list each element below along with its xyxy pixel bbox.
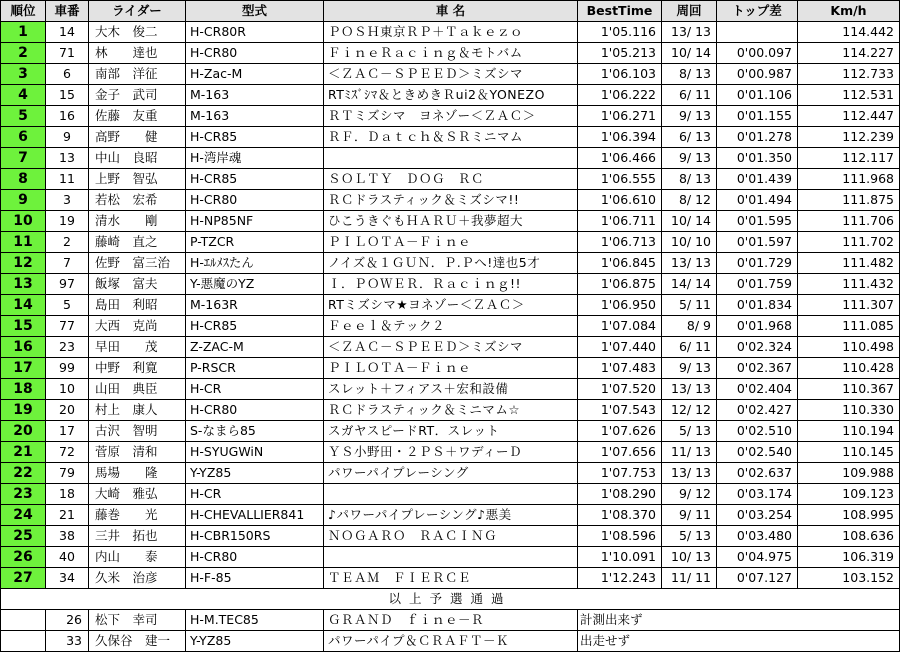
model-cell: H-M.TEC85 xyxy=(186,610,324,631)
best-time-cell: 1'12.243 xyxy=(578,568,662,589)
column-header: 車番 xyxy=(46,1,89,22)
position-cell: 27 xyxy=(1,568,46,589)
best-time-cell: 1'05.213 xyxy=(578,43,662,64)
best-time-cell: 1'08.370 xyxy=(578,505,662,526)
model-cell: H-SYUGWiN xyxy=(186,442,324,463)
qualification-separator: 以上予選通過 xyxy=(1,589,900,610)
number-cell: 97 xyxy=(46,274,89,295)
gap-cell: 0'03.254 xyxy=(717,505,798,526)
table-row xyxy=(1,295,900,316)
table-row xyxy=(1,232,900,253)
table-row xyxy=(1,547,900,568)
number-cell: 6 xyxy=(46,64,89,85)
table-row xyxy=(1,484,900,505)
laps-cell: 10/ 13 xyxy=(662,547,717,568)
laps-cell: 10/ 10 xyxy=(662,232,717,253)
table-row xyxy=(1,442,900,463)
best-time-cell: 1'07.483 xyxy=(578,358,662,379)
model-cell: H-Zac-M xyxy=(186,64,324,85)
speed-cell: 114.442 xyxy=(798,22,900,43)
speed-cell: 110.367 xyxy=(798,379,900,400)
position-cell: 18 xyxy=(1,379,46,400)
position-cell: 14 xyxy=(1,295,46,316)
number-cell: 16 xyxy=(46,106,89,127)
table-row xyxy=(1,127,900,148)
table-row xyxy=(1,22,900,43)
position-cell: 6 xyxy=(1,127,46,148)
best-time-cell: 1'06.271 xyxy=(578,106,662,127)
model-cell: H-CR80 xyxy=(186,190,324,211)
model-cell: H-F-85 xyxy=(186,568,324,589)
number-cell: 18 xyxy=(46,484,89,505)
gap-cell: 0'02.427 xyxy=(717,400,798,421)
position-cell: 7 xyxy=(1,148,46,169)
model-cell: S-なまら85 xyxy=(186,421,324,442)
rider-cell: 三井 拓也 xyxy=(89,526,186,547)
best-time-cell: 1'07.543 xyxy=(578,400,662,421)
gap-cell: 0'02.404 xyxy=(717,379,798,400)
speed-cell: 110.145 xyxy=(798,442,900,463)
model-cell: M-163 xyxy=(186,85,324,106)
rider-cell: 佐藤 友重 xyxy=(89,106,186,127)
car-name-cell: ＳＯＬＴＹ ＤＯＧ ＲＣ xyxy=(324,169,578,190)
table-row xyxy=(1,169,900,190)
laps-cell: 10/ 14 xyxy=(662,211,717,232)
table-row xyxy=(1,379,900,400)
best-time-cell: 1'06.713 xyxy=(578,232,662,253)
gap-cell: 0'02.637 xyxy=(717,463,798,484)
best-time-cell: 1'07.440 xyxy=(578,337,662,358)
laps-cell: 5/ 13 xyxy=(662,526,717,547)
table-row xyxy=(1,85,900,106)
table-row xyxy=(1,337,900,358)
position-cell: 10 xyxy=(1,211,46,232)
number-cell: 15 xyxy=(46,85,89,106)
speed-cell: 110.194 xyxy=(798,421,900,442)
number-cell: 34 xyxy=(46,568,89,589)
laps-cell: 6/ 11 xyxy=(662,337,717,358)
laps-cell: 8/ 9 xyxy=(662,316,717,337)
gap-cell: 0'01.834 xyxy=(717,295,798,316)
number-cell: 38 xyxy=(46,526,89,547)
laps-cell: 8/ 13 xyxy=(662,169,717,190)
car-name-cell: ＧＲＡＮＤ ｆｉｎｅ－Ｒ xyxy=(324,610,578,631)
rider-cell: 古沢 智明 xyxy=(89,421,186,442)
number-cell: 2 xyxy=(46,232,89,253)
position-cell: 25 xyxy=(1,526,46,547)
speed-cell: 112.239 xyxy=(798,127,900,148)
rider-cell: 佐野 富三治 xyxy=(89,253,186,274)
rider-cell: 島田 利昭 xyxy=(89,295,186,316)
car-name-cell xyxy=(324,547,578,568)
number-cell: 20 xyxy=(46,400,89,421)
rider-cell: 山田 典臣 xyxy=(89,379,186,400)
laps-cell: 13/ 13 xyxy=(662,463,717,484)
rider-cell: 藤巻 光 xyxy=(89,505,186,526)
laps-cell: 11/ 13 xyxy=(662,442,717,463)
rider-cell: 大崎 雅弘 xyxy=(89,484,186,505)
number-cell: 11 xyxy=(46,169,89,190)
model-cell: H-ｴﾙﾒｽたん xyxy=(186,253,324,274)
model-cell: M-163R xyxy=(186,295,324,316)
number-cell: 14 xyxy=(46,22,89,43)
column-header: 車 名 xyxy=(324,1,578,22)
table-row xyxy=(1,253,900,274)
car-name-cell: ＰＩＬＯＴＡ－Ｆｉｎｅ xyxy=(324,232,578,253)
position-cell: 2 xyxy=(1,43,46,64)
gap-cell xyxy=(717,22,798,43)
gap-cell: 0'01.278 xyxy=(717,127,798,148)
rider-cell: 藤崎 直之 xyxy=(89,232,186,253)
results-body xyxy=(1,22,900,652)
number-cell: 33 xyxy=(46,631,89,652)
car-name-cell xyxy=(324,148,578,169)
gap-cell: 0'01.350 xyxy=(717,148,798,169)
laps-cell: 13/ 13 xyxy=(662,379,717,400)
car-name-cell: ＲＴミズシマ ヨネゾー＜ＺＡＣ＞ xyxy=(324,106,578,127)
best-time-cell: 1'06.711 xyxy=(578,211,662,232)
model-cell: H-CR xyxy=(186,484,324,505)
car-name-cell: RTミズシマ★ヨネゾー＜ＺＡＣ＞ xyxy=(324,295,578,316)
empty-position-cell xyxy=(1,631,46,652)
rider-cell: 南部 洋征 xyxy=(89,64,186,85)
position-cell: 12 xyxy=(1,253,46,274)
best-time-cell: 1'06.394 xyxy=(578,127,662,148)
number-cell: 26 xyxy=(46,610,89,631)
header-row xyxy=(1,1,900,22)
best-time-cell: 1'06.466 xyxy=(578,148,662,169)
number-cell: 72 xyxy=(46,442,89,463)
model-cell: Z-ZAC-M xyxy=(186,337,324,358)
laps-cell: 13/ 13 xyxy=(662,253,717,274)
table-row xyxy=(1,463,900,484)
position-cell: 26 xyxy=(1,547,46,568)
car-name-cell: パワーパイプレーシング xyxy=(324,463,578,484)
car-name-cell: ＜ＺＡＣ－ＳＰＥＥＤ＞ミズシマ xyxy=(324,64,578,85)
number-cell: 40 xyxy=(46,547,89,568)
gap-cell: 0'01.494 xyxy=(717,190,798,211)
laps-cell: 11/ 11 xyxy=(662,568,717,589)
car-name-cell: パワーパイプ＆ＣＲＡＦＴ－Ｋ xyxy=(324,631,578,652)
model-cell: H-CR85 xyxy=(186,169,324,190)
car-name-cell: Ｆｅｅｌ＆テック２ xyxy=(324,316,578,337)
qualification-separator-row xyxy=(1,589,900,610)
speed-cell: 111.968 xyxy=(798,169,900,190)
speed-cell: 112.733 xyxy=(798,64,900,85)
position-cell: 5 xyxy=(1,106,46,127)
gap-cell: 0'01.597 xyxy=(717,232,798,253)
model-cell: H-CBR150RS xyxy=(186,526,324,547)
laps-cell: 9/ 12 xyxy=(662,484,717,505)
model-cell: Y-悪魔のYZ xyxy=(186,274,324,295)
car-name-cell: RTﾐｽﾞｼﾏ＆ときめきＲui2＆YONEZO xyxy=(324,85,578,106)
model-cell: H-湾岸魂 xyxy=(186,148,324,169)
rider-cell: 久米 治彦 xyxy=(89,568,186,589)
car-name-cell: ＮＯＧＡＲＯ ＲＡＣＩＮＧ xyxy=(324,526,578,547)
table-row xyxy=(1,316,900,337)
speed-cell: 110.330 xyxy=(798,400,900,421)
gap-cell: 0'02.367 xyxy=(717,358,798,379)
number-cell: 77 xyxy=(46,316,89,337)
laps-cell: 8/ 12 xyxy=(662,190,717,211)
speed-cell: 108.995 xyxy=(798,505,900,526)
number-cell: 21 xyxy=(46,505,89,526)
car-name-cell: ＜ＺＡＣ－ＳＰＥＥＤ＞ミズシマ xyxy=(324,337,578,358)
column-header: ライダー xyxy=(89,1,186,22)
position-cell: 15 xyxy=(1,316,46,337)
gap-cell: 0'03.174 xyxy=(717,484,798,505)
table-row xyxy=(1,274,900,295)
position-cell: 19 xyxy=(1,400,46,421)
gap-cell: 0'00.097 xyxy=(717,43,798,64)
car-name-cell: スガヤスピードRT．スレット xyxy=(324,421,578,442)
number-cell: 19 xyxy=(46,211,89,232)
speed-cell: 114.227 xyxy=(798,43,900,64)
speed-cell: 109.123 xyxy=(798,484,900,505)
position-cell: 17 xyxy=(1,358,46,379)
table-row xyxy=(1,400,900,421)
car-name-cell: ひこうきぐもＨＡＲＵ＋我夢超大 xyxy=(324,211,578,232)
rider-cell: 村上 康人 xyxy=(89,400,186,421)
rider-cell: 飯塚 富夫 xyxy=(89,274,186,295)
gap-cell: 0'07.127 xyxy=(717,568,798,589)
position-cell: 22 xyxy=(1,463,46,484)
gap-cell: 0'02.510 xyxy=(717,421,798,442)
rider-cell: 林 達也 xyxy=(89,43,186,64)
model-cell: Y-YZ85 xyxy=(186,463,324,484)
best-time-cell: 1'06.875 xyxy=(578,274,662,295)
speed-cell: 103.152 xyxy=(798,568,900,589)
laps-cell: 5/ 13 xyxy=(662,421,717,442)
number-cell: 3 xyxy=(46,190,89,211)
table-row xyxy=(1,148,900,169)
column-header: 型式 xyxy=(186,1,324,22)
number-cell: 79 xyxy=(46,463,89,484)
gap-cell: 0'01.439 xyxy=(717,169,798,190)
position-cell: 23 xyxy=(1,484,46,505)
rider-cell: 中山 良昭 xyxy=(89,148,186,169)
column-header: トップ差 xyxy=(717,1,798,22)
speed-cell: 111.432 xyxy=(798,274,900,295)
speed-cell: 112.531 xyxy=(798,85,900,106)
rider-cell: 内山 泰 xyxy=(89,547,186,568)
laps-cell: 9/ 13 xyxy=(662,358,717,379)
model-cell: Y-YZ85 xyxy=(186,631,324,652)
position-cell: 21 xyxy=(1,442,46,463)
best-time-cell: 1'07.520 xyxy=(578,379,662,400)
model-cell: H-CR85 xyxy=(186,127,324,148)
number-cell: 13 xyxy=(46,148,89,169)
table-row xyxy=(1,358,900,379)
rider-cell: 上野 智弘 xyxy=(89,169,186,190)
rider-cell: 中野 利寛 xyxy=(89,358,186,379)
gap-cell: 0'01.759 xyxy=(717,274,798,295)
position-cell: 9 xyxy=(1,190,46,211)
best-time-cell: 1'07.656 xyxy=(578,442,662,463)
rider-cell: 久保谷 建一 xyxy=(89,631,186,652)
best-time-cell: 1'06.555 xyxy=(578,169,662,190)
column-header: Km/h xyxy=(798,1,900,22)
non-qualified-row xyxy=(1,631,900,652)
speed-cell: 112.117 xyxy=(798,148,900,169)
car-name-cell: ＲＣドラスティック＆ミニマム☆ xyxy=(324,400,578,421)
rider-cell: 高野 健 xyxy=(89,127,186,148)
number-cell: 17 xyxy=(46,421,89,442)
table-row xyxy=(1,526,900,547)
best-time-cell: 1'08.596 xyxy=(578,526,662,547)
gap-cell: 0'01.968 xyxy=(717,316,798,337)
laps-cell: 6/ 13 xyxy=(662,127,717,148)
rider-cell: 松下 幸司 xyxy=(89,610,186,631)
table-row xyxy=(1,190,900,211)
number-cell: 23 xyxy=(46,337,89,358)
rider-cell: 馬場 隆 xyxy=(89,463,186,484)
model-cell: H-CR80 xyxy=(186,400,324,421)
car-name-cell: ＲＦ．Ｄａｔｃｈ＆ＳＲミニマム xyxy=(324,127,578,148)
speed-cell: 110.498 xyxy=(798,337,900,358)
table-row xyxy=(1,64,900,85)
speed-cell: 112.447 xyxy=(798,106,900,127)
laps-cell: 9/ 13 xyxy=(662,148,717,169)
laps-cell: 13/ 13 xyxy=(662,22,717,43)
rider-cell: 大木 俊二 xyxy=(89,22,186,43)
speed-cell: 110.428 xyxy=(798,358,900,379)
number-cell: 5 xyxy=(46,295,89,316)
gap-cell: 0'01.729 xyxy=(717,253,798,274)
laps-cell: 10/ 14 xyxy=(662,43,717,64)
gap-cell: 0'00.987 xyxy=(717,64,798,85)
table-row xyxy=(1,106,900,127)
column-header: 周回 xyxy=(662,1,717,22)
best-time-cell: 1'08.290 xyxy=(578,484,662,505)
position-cell: 11 xyxy=(1,232,46,253)
position-cell: 4 xyxy=(1,85,46,106)
car-name-cell: ＲＣドラスティック＆ミズシマ!! xyxy=(324,190,578,211)
status-note-cell: 出走せず xyxy=(578,631,900,652)
table-row xyxy=(1,568,900,589)
best-time-cell: 1'06.222 xyxy=(578,85,662,106)
speed-cell: 109.988 xyxy=(798,463,900,484)
model-cell: H-CR xyxy=(186,379,324,400)
number-cell: 99 xyxy=(46,358,89,379)
rider-cell: 菅原 清和 xyxy=(89,442,186,463)
position-cell: 13 xyxy=(1,274,46,295)
gap-cell: 0'04.975 xyxy=(717,547,798,568)
speed-cell: 111.875 xyxy=(798,190,900,211)
laps-cell: 6/ 11 xyxy=(662,85,717,106)
car-name-cell: Ｉ．ＰＯＷＥＲ．Ｒａｃｉｎｇ!! xyxy=(324,274,578,295)
car-name-cell: ＹＳ小野田・２ＰＳ＋ワディーＤ xyxy=(324,442,578,463)
laps-cell: 9/ 11 xyxy=(662,505,717,526)
table-row xyxy=(1,421,900,442)
laps-cell: 5/ 11 xyxy=(662,295,717,316)
non-qualified-row xyxy=(1,610,900,631)
position-cell: 16 xyxy=(1,337,46,358)
position-cell: 20 xyxy=(1,421,46,442)
number-cell: 9 xyxy=(46,127,89,148)
rider-cell: 清水 剛 xyxy=(89,211,186,232)
laps-cell: 8/ 13 xyxy=(662,64,717,85)
status-note-cell: 計測出来ず xyxy=(578,610,900,631)
speed-cell: 111.085 xyxy=(798,316,900,337)
car-name-cell: ＦｉｎｅＲａｃｉｎｇ＆モトバム xyxy=(324,43,578,64)
gap-cell: 0'02.324 xyxy=(717,337,798,358)
model-cell: H-CR85 xyxy=(186,316,324,337)
speed-cell: 111.482 xyxy=(798,253,900,274)
model-cell: M-163 xyxy=(186,106,324,127)
table-row xyxy=(1,211,900,232)
best-time-cell: 1'06.610 xyxy=(578,190,662,211)
table-row xyxy=(1,505,900,526)
best-time-cell: 1'07.084 xyxy=(578,316,662,337)
column-header: BestTime xyxy=(578,1,662,22)
rider-cell: 金子 武司 xyxy=(89,85,186,106)
best-time-cell: 1'10.091 xyxy=(578,547,662,568)
speed-cell: 106.319 xyxy=(798,547,900,568)
column-header: 順位 xyxy=(1,1,46,22)
gap-cell: 0'01.155 xyxy=(717,106,798,127)
car-name-cell xyxy=(324,484,578,505)
car-name-cell: スレット＋フィアス＋宏和設備 xyxy=(324,379,578,400)
rider-cell: 大西 克尚 xyxy=(89,316,186,337)
car-name-cell: ＰＯＳＨ東京ＲＰ＋Ｔａｋｅｚｏ xyxy=(324,22,578,43)
best-time-cell: 1'07.753 xyxy=(578,463,662,484)
empty-position-cell xyxy=(1,610,46,631)
car-name-cell: ＴＥＡＭ ＦＩＥＲＣＥ xyxy=(324,568,578,589)
number-cell: 10 xyxy=(46,379,89,400)
car-name-cell: ノイズ＆１ＧＵＮ．Ｐ.Ｐへ!達也5才 xyxy=(324,253,578,274)
position-cell: 24 xyxy=(1,505,46,526)
laps-cell: 12/ 12 xyxy=(662,400,717,421)
car-name-cell: ♪パワーパイプレーシング♪悪美 xyxy=(324,505,578,526)
model-cell: P-RSCR xyxy=(186,358,324,379)
best-time-cell: 1'06.950 xyxy=(578,295,662,316)
model-cell: H-CR80R xyxy=(186,22,324,43)
speed-cell: 111.702 xyxy=(798,232,900,253)
table-row xyxy=(1,43,900,64)
rider-cell: 若松 宏希 xyxy=(89,190,186,211)
gap-cell: 0'01.595 xyxy=(717,211,798,232)
position-cell: 1 xyxy=(1,22,46,43)
position-cell: 8 xyxy=(1,169,46,190)
model-cell: H-CHEVALLIER841 xyxy=(186,505,324,526)
speed-cell: 111.307 xyxy=(798,295,900,316)
gap-cell: 0'02.540 xyxy=(717,442,798,463)
laps-cell: 9/ 13 xyxy=(662,106,717,127)
best-time-cell: 1'06.845 xyxy=(578,253,662,274)
model-cell: H-CR80 xyxy=(186,43,324,64)
best-time-cell: 1'05.116 xyxy=(578,22,662,43)
laps-cell: 14/ 14 xyxy=(662,274,717,295)
number-cell: 71 xyxy=(46,43,89,64)
gap-cell: 0'03.480 xyxy=(717,526,798,547)
car-name-cell: ＰＩＬＯＴＡ－Ｆｉｎｅ xyxy=(324,358,578,379)
model-cell: H-NP85NF xyxy=(186,211,324,232)
model-cell: H-CR80 xyxy=(186,547,324,568)
number-cell: 7 xyxy=(46,253,89,274)
model-cell: P-TZCR xyxy=(186,232,324,253)
gap-cell: 0'01.106 xyxy=(717,85,798,106)
speed-cell: 111.706 xyxy=(798,211,900,232)
position-cell: 3 xyxy=(1,64,46,85)
best-time-cell: 1'06.103 xyxy=(578,64,662,85)
rider-cell: 早田 茂 xyxy=(89,337,186,358)
speed-cell: 108.636 xyxy=(798,526,900,547)
best-time-cell: 1'07.626 xyxy=(578,421,662,442)
